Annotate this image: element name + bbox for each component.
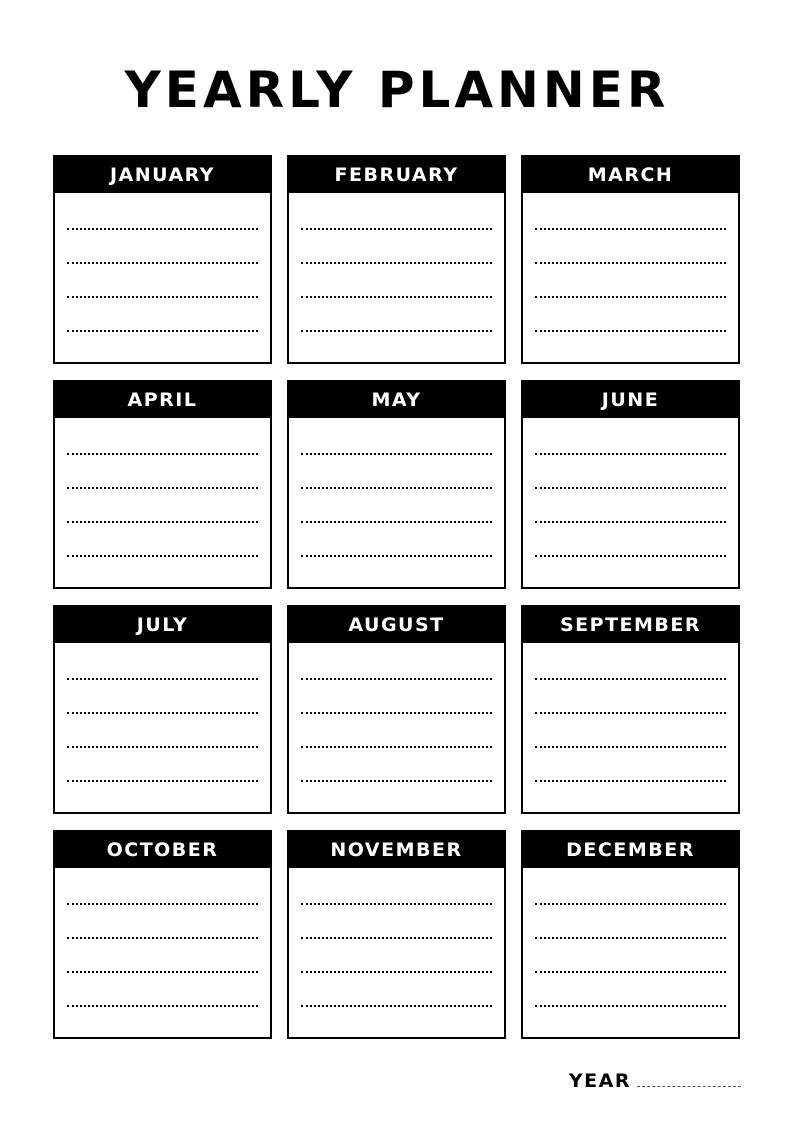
month-box-january [53, 155, 272, 364]
year-input-line[interactable] [637, 1070, 741, 1087]
entry-line[interactable] [535, 521, 726, 523]
entry-line[interactable] [67, 678, 258, 680]
month-box-july [53, 605, 272, 814]
entry-line[interactable] [535, 712, 726, 714]
month-header: NOVEMBER [289, 832, 504, 868]
month-header: MAY [289, 382, 504, 418]
entry-line[interactable] [67, 521, 258, 523]
month-box-november [287, 830, 506, 1039]
month-box-may [287, 380, 506, 589]
entry-line[interactable] [67, 746, 258, 748]
entry-lines [289, 678, 504, 782]
month-box-march [521, 155, 740, 364]
entry-line[interactable] [301, 780, 492, 782]
entry-line[interactable] [67, 296, 258, 298]
entry-line[interactable] [535, 780, 726, 782]
entry-line[interactable] [301, 296, 492, 298]
entry-line[interactable] [301, 678, 492, 680]
entry-line[interactable] [301, 746, 492, 748]
entry-line[interactable] [67, 262, 258, 264]
month-box-june [521, 380, 740, 589]
entry-line[interactable] [67, 487, 258, 489]
month-header: JUNE [523, 382, 738, 418]
entry-line[interactable] [301, 937, 492, 939]
entry-line[interactable] [67, 971, 258, 973]
entry-line[interactable] [301, 712, 492, 714]
entry-line[interactable] [535, 1005, 726, 1007]
entry-line[interactable] [301, 521, 492, 523]
entry-line[interactable] [301, 1005, 492, 1007]
page-title: YEARLY PLANNER [124, 61, 670, 119]
entry-lines [523, 453, 738, 557]
entry-lines [523, 228, 738, 332]
entry-lines [289, 903, 504, 1007]
month-box-april [53, 380, 272, 589]
month-header: JANUARY [55, 157, 270, 193]
entry-line[interactable] [535, 487, 726, 489]
entry-line[interactable] [301, 330, 492, 332]
entry-line[interactable] [301, 903, 492, 905]
entry-line[interactable] [67, 780, 258, 782]
year-label: YEAR [568, 1070, 631, 1092]
month-header: JULY [55, 607, 270, 643]
month-header: APRIL [55, 382, 270, 418]
entry-lines [523, 903, 738, 1007]
month-header: AUGUST [289, 607, 504, 643]
month-header: SEPTEMBER [523, 607, 738, 643]
entry-line[interactable] [535, 228, 726, 230]
entry-line[interactable] [301, 971, 492, 973]
entry-line[interactable] [67, 712, 258, 714]
month-box-december [521, 830, 740, 1039]
entry-line[interactable] [67, 555, 258, 557]
entry-line[interactable] [67, 453, 258, 455]
month-header: FEBRUARY [289, 157, 504, 193]
entry-line[interactable] [67, 1005, 258, 1007]
entry-line[interactable] [535, 971, 726, 973]
entry-line[interactable] [67, 330, 258, 332]
month-box-august [287, 605, 506, 814]
entry-lines [523, 678, 738, 782]
entry-line[interactable] [535, 903, 726, 905]
year-footer [569, 1070, 741, 1092]
entry-line[interactable] [67, 937, 258, 939]
entry-line[interactable] [535, 262, 726, 264]
entry-lines [55, 228, 270, 332]
month-header: MARCH [523, 157, 738, 193]
entry-line[interactable] [301, 555, 492, 557]
entry-line[interactable] [301, 262, 492, 264]
month-header: OCTOBER [55, 832, 270, 868]
month-box-october [53, 830, 272, 1039]
entry-line[interactable] [535, 453, 726, 455]
entry-line[interactable] [535, 330, 726, 332]
entry-line[interactable] [301, 453, 492, 455]
entry-line[interactable] [67, 903, 258, 905]
entry-line[interactable] [301, 487, 492, 489]
months-grid [53, 155, 741, 1039]
month-header: DECEMBER [523, 832, 738, 868]
entry-lines [55, 453, 270, 557]
entry-line[interactable] [535, 555, 726, 557]
entry-line[interactable] [535, 937, 726, 939]
entry-lines [289, 453, 504, 557]
month-box-february [287, 155, 506, 364]
month-box-september [521, 605, 740, 814]
entry-lines [55, 903, 270, 1007]
entry-lines [55, 678, 270, 782]
entry-lines [289, 228, 504, 332]
entry-line[interactable] [535, 296, 726, 298]
entry-line[interactable] [535, 746, 726, 748]
entry-line[interactable] [535, 678, 726, 680]
entry-line[interactable] [301, 228, 492, 230]
entry-line[interactable] [67, 228, 258, 230]
